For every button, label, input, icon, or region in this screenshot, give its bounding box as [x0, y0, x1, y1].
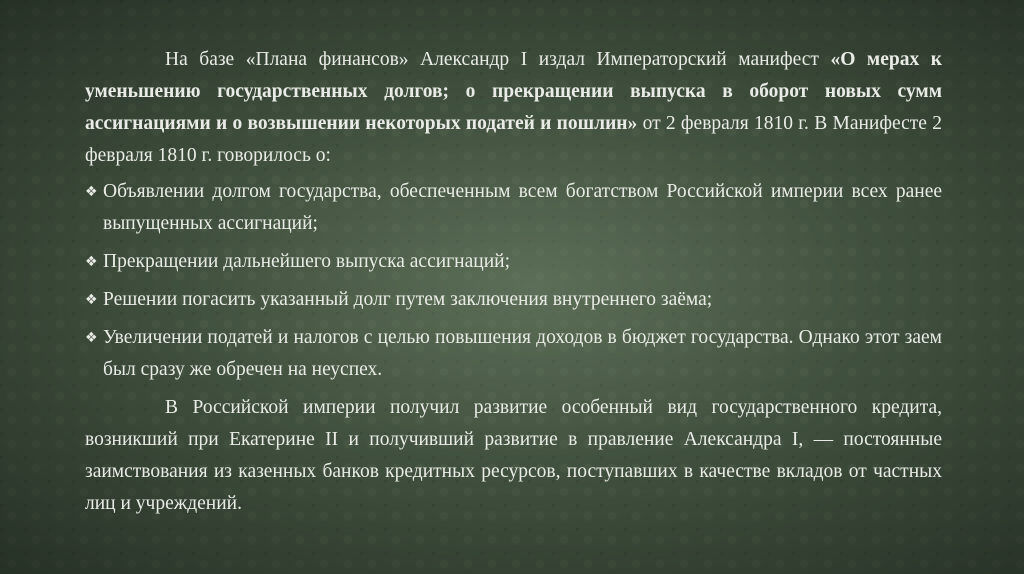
diamond-bullet-icon: ❖	[85, 330, 98, 346]
intro-text-start: На базе «Плана финансов» Александр I издал Императорский манифест	[165, 49, 831, 70]
diamond-bullet-icon: ❖	[85, 292, 98, 308]
intro-paragraph	[85, 44, 942, 172]
list-item-text: Прекращении дальнейшего выпуска ассигнаций;	[103, 251, 510, 272]
closing-paragraph: В Российской империи получил развитие особенный вид государственного кредита, возникший при Екатерине II и получивший развитие в правление Александра I, — постоянные заимствования из казенных банков кредитных ресурсов, поступавших в качестве вкладов от частных лиц и учреждений.	[85, 397, 942, 514]
list-item-text: Увеличении податей и налогов с целью повышения доходов в бюджет государства. Однако этот заем был сразу же обречен на неуспех.	[103, 327, 942, 380]
diamond-bullet-icon: ❖	[85, 184, 98, 200]
manifesto-title: «О мерах к уменьшению государственных долгов; о прекращении выпуска в оборот новых сумм ассигнациями и о возвышении некоторых податей и пошлин»	[85, 49, 942, 134]
list-item	[85, 284, 942, 316]
slide-content	[85, 44, 942, 520]
diamond-bullet-icon: ❖	[85, 254, 98, 270]
list-item	[85, 322, 942, 386]
intro-text-end: от 2 февраля 1810 г. В Манифесте 2 февраля 1810 г. говорилось о:	[85, 113, 942, 166]
list-item-text: Решении погасить указанный долг путем заключения внутреннего заёма;	[103, 289, 713, 310]
list-item	[85, 246, 942, 278]
list-item-text: Объявлении долгом государства, обеспеченным всем богатством Российской империи всех ранее выпущенных ассигнаций;	[103, 181, 942, 234]
list-item	[85, 176, 942, 240]
manifesto-points-list	[85, 176, 942, 386]
